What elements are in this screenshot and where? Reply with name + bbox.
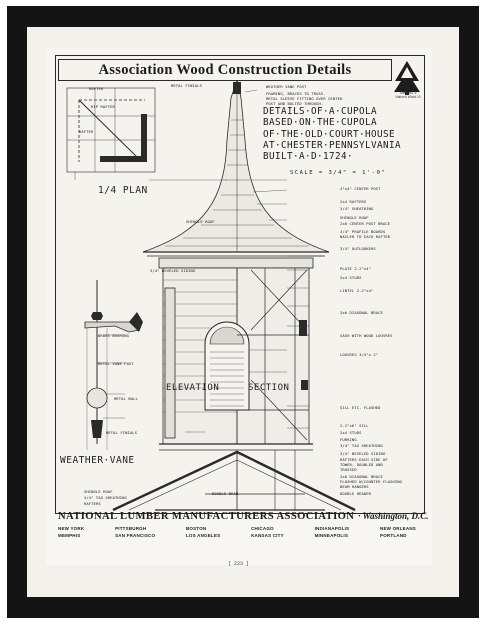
weathervane-label: WEATHER·VANE	[60, 455, 135, 466]
callout-label: FRAMING, BRACES TO TRUSS.	[266, 91, 326, 96]
callout-label: 3/4" BEVELED SIDING	[150, 268, 196, 273]
callout-label: 2x6 CENTER POST BRACE	[340, 221, 391, 226]
callout-label: METAL VANE POST	[98, 361, 134, 366]
callout-label: SILL ETC. FLASHED	[340, 405, 381, 410]
callout-label: 3/4" SHEATHING	[340, 206, 374, 211]
callout-label: 2-2"x6" SILL	[340, 423, 369, 428]
city: INDIANAPOLIS	[314, 526, 350, 531]
callout-label: FLASHED W/COUNTER FLASHING	[340, 479, 403, 484]
scale-label: SCALE = 3/4" = 1'-0"	[290, 170, 387, 176]
plan-label: 1/4 PLAN	[98, 185, 148, 196]
plan-callout: HIP RAFTER	[91, 104, 115, 109]
section-label: SECTION	[248, 383, 290, 393]
roof-base	[113, 450, 355, 510]
association-name: NATIONAL LUMBER MANUFACTURERS ASSOCIATION	[58, 511, 355, 522]
plan-callout: RAFTER	[89, 86, 104, 91]
callout-label: TOWER, DOUBLED AND	[340, 462, 383, 467]
city: PORTLAND	[380, 533, 407, 538]
city-list	[58, 526, 416, 538]
drawing-subtitle: DETAILS·OF·A·CUPOLA BASED·ON·THE·CUPOLA OF·THE·OLD·COURT·HOUSE AT·CHESTER·PENNSYLVANIA BUILT·A·D·1724·	[263, 106, 401, 163]
city: BOSTON	[185, 526, 207, 531]
footer	[58, 511, 429, 538]
callout-label: LOUVRES 3/4"x 2"	[340, 352, 379, 357]
city: MEMPHIS	[58, 533, 81, 538]
callout-label: SHINGLE ROOF	[186, 219, 215, 224]
page-title: Association Wood Construction Details	[98, 61, 352, 78]
association-location: · Washington, D.C.	[358, 511, 429, 521]
city: CHICAGO	[251, 526, 274, 531]
callout-label: 3/4" T&G SHEATHING	[84, 495, 127, 500]
callout-label: TRUSSED	[340, 467, 357, 472]
callout-label: 3/4" OUTLOOKERS	[340, 246, 376, 251]
callout-label: 3/4" T&G SHEATHING	[340, 443, 383, 448]
page-number: [ 223 ]	[228, 561, 250, 567]
callout-label: SHINGLE ROOF	[84, 489, 113, 494]
callout-label: RAFTERS EACH SIDE OF	[340, 457, 388, 462]
city: NEW YORK	[58, 526, 85, 531]
callout-label: RAFTERS	[84, 501, 101, 506]
callout-label: DOUBLE BEAM	[212, 491, 239, 496]
callout-label: METAL SLEEVE FITTING OVER CENTER	[266, 96, 343, 101]
callout-label: FURRING	[340, 437, 357, 442]
cupola-tower	[159, 258, 313, 450]
callout-label: 2x4 STUDS	[340, 275, 362, 280]
callout-label: 3/4" BEVELED SIDING	[340, 451, 386, 456]
title-box	[58, 59, 392, 81]
callout-label: METAL FINIALS	[171, 83, 203, 88]
callout-label: 2x4 STUDS	[340, 430, 362, 435]
city: KANSAS CITY	[251, 533, 284, 538]
callout-label: SHINGLE ROOF	[340, 215, 369, 220]
callout-label: PLATE 2-2"x4"	[340, 266, 372, 271]
callout-label: LINTEL 2-2"x4"	[340, 288, 374, 293]
city: SAN FRANCISCO	[115, 533, 156, 538]
callout-label: BEAM HANGERS	[340, 484, 369, 489]
city: MINNEAPOLIS	[314, 533, 349, 538]
callout-label: 2x4 RAFTERS	[340, 199, 367, 204]
callout-label: SASH WITH WOOD LOUVRES	[340, 333, 393, 338]
callout-label: 2x6 DIAGONAL BRACE	[340, 310, 383, 315]
callout-label: METAL FINIALS	[106, 430, 138, 435]
city: LOS ANGELES	[185, 533, 221, 538]
city: PITTSBURGH	[115, 526, 147, 531]
callout-label: 3/4" PROFILE BOARDS	[340, 229, 386, 234]
logo-caption: Sheet No. 6 Nation's Wood 10	[395, 91, 421, 99]
association-line	[58, 511, 429, 522]
callout-label: DOUBLE HEADER	[340, 491, 372, 496]
callout-label: METAL BALL	[114, 396, 138, 401]
elevation-label: ELEVATION	[166, 383, 220, 393]
callout-label: NAILED TO EACH RAFTER	[340, 234, 391, 239]
callout-label: BRASS BUSHING	[98, 333, 130, 338]
quarter-plan-drawing	[67, 88, 155, 180]
city: NEW ORLEANS	[380, 526, 416, 531]
callout-label: 4"x4" CENTER POST	[340, 186, 381, 191]
callout-label: 2x6 DIAGONAL BRACE	[340, 474, 383, 479]
callout-label: POST AND BOLTED THROUGH.	[266, 101, 324, 106]
plan-callout: RAFTER	[79, 129, 94, 134]
callout-label: WEATHER VANE POST	[266, 84, 307, 89]
